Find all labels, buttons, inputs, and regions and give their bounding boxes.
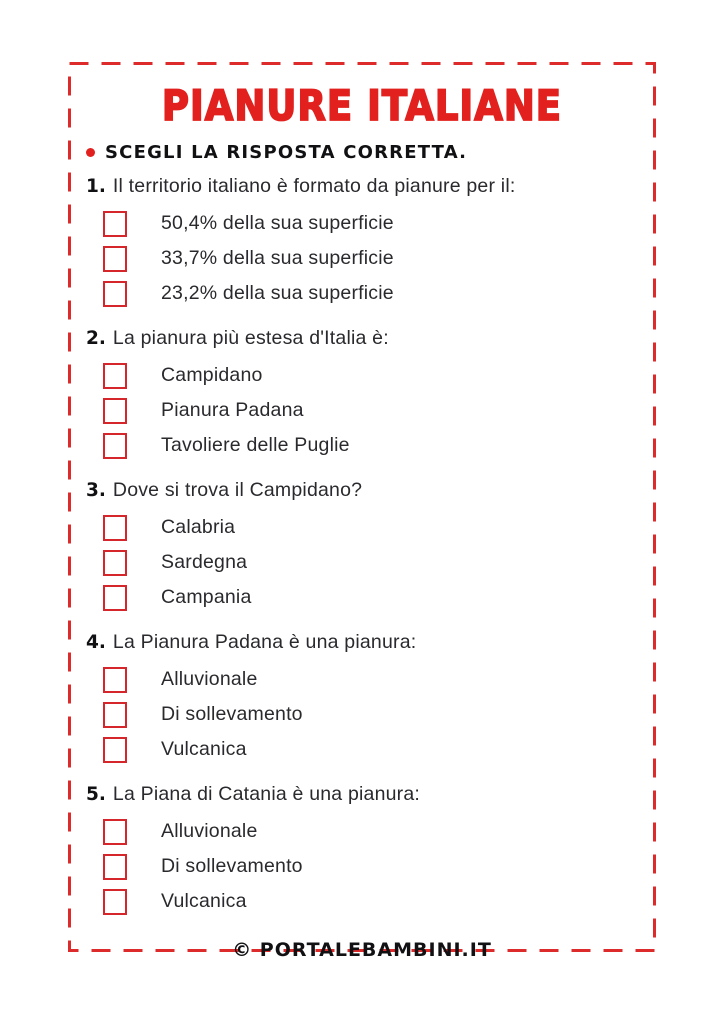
option-label: Pianura Padana bbox=[161, 399, 304, 421]
question-block bbox=[86, 631, 638, 771]
question-heading bbox=[86, 479, 638, 506]
options-list bbox=[86, 210, 638, 315]
question-heading bbox=[86, 783, 638, 810]
question-text: La Pianura Padana è una pianura: bbox=[112, 631, 417, 653]
option-row[interactable] bbox=[86, 701, 638, 728]
checkbox[interactable] bbox=[103, 667, 127, 693]
worksheet-content bbox=[68, 62, 656, 961]
instruction-text: SCEGLI LA RISPOSTA CORRETTA. bbox=[105, 142, 468, 163]
option-row[interactable] bbox=[86, 584, 638, 611]
option-label: Campidano bbox=[161, 364, 263, 386]
options-list bbox=[86, 818, 638, 923]
option-label: Campania bbox=[161, 586, 252, 608]
options-list bbox=[86, 666, 638, 771]
checkbox[interactable] bbox=[103, 702, 127, 728]
option-row[interactable] bbox=[86, 245, 638, 272]
page-title: PIANURE ITALIANE bbox=[161, 81, 563, 131]
checkbox[interactable] bbox=[103, 363, 127, 389]
option-row[interactable] bbox=[86, 818, 638, 845]
question-number: 1. bbox=[86, 176, 106, 197]
questions-list bbox=[86, 163, 638, 923]
question-block bbox=[86, 783, 638, 923]
checkbox[interactable] bbox=[103, 433, 127, 459]
checkbox[interactable] bbox=[103, 819, 127, 845]
option-label: Di sollevamento bbox=[161, 855, 303, 877]
option-row[interactable] bbox=[86, 514, 638, 541]
option-label: Di sollevamento bbox=[161, 703, 303, 725]
checkbox[interactable] bbox=[103, 737, 127, 763]
question-text: Il territorio italiano è formato da pianure per il: bbox=[112, 175, 516, 197]
option-row[interactable] bbox=[86, 210, 638, 237]
options-list bbox=[86, 362, 638, 467]
option-label: Tavoliere delle Puglie bbox=[161, 434, 350, 456]
option-label: 50,4% della sua superficie bbox=[161, 212, 394, 234]
question-heading bbox=[86, 631, 638, 658]
option-row[interactable] bbox=[86, 362, 638, 389]
option-label: Alluvionale bbox=[161, 820, 258, 842]
checkbox[interactable] bbox=[103, 211, 127, 237]
question-block bbox=[86, 479, 638, 619]
question-number: 4. bbox=[86, 632, 106, 653]
option-label: 23,2% della sua superficie bbox=[161, 282, 394, 304]
checkbox[interactable] bbox=[103, 515, 127, 541]
option-label: Alluvionale bbox=[161, 668, 258, 690]
option-row[interactable] bbox=[86, 432, 638, 459]
option-row[interactable] bbox=[86, 736, 638, 763]
checkbox[interactable] bbox=[103, 585, 127, 611]
question-block bbox=[86, 327, 638, 467]
checkbox[interactable] bbox=[103, 889, 127, 915]
question-number: 5. bbox=[86, 784, 106, 805]
checkbox[interactable] bbox=[103, 281, 127, 307]
question-heading bbox=[86, 327, 638, 354]
option-row[interactable] bbox=[86, 280, 638, 307]
option-label: Vulcanica bbox=[161, 890, 247, 912]
option-row[interactable] bbox=[86, 397, 638, 424]
checkbox[interactable] bbox=[103, 550, 127, 576]
question-block bbox=[86, 175, 638, 315]
question-text: La Piana di Catania è una pianura: bbox=[112, 783, 421, 805]
checkbox[interactable] bbox=[103, 854, 127, 880]
bullet-icon bbox=[86, 148, 95, 157]
checkbox[interactable] bbox=[103, 398, 127, 424]
option-label: Vulcanica bbox=[161, 738, 247, 760]
option-row[interactable] bbox=[86, 853, 638, 880]
question-heading bbox=[86, 175, 638, 202]
option-label: 33,7% della sua superficie bbox=[161, 247, 394, 269]
question-text: Dove si trova il Campidano? bbox=[112, 479, 363, 501]
options-list bbox=[86, 514, 638, 619]
checkbox[interactable] bbox=[103, 246, 127, 272]
option-label: Calabria bbox=[161, 516, 236, 538]
question-text: La pianura più estesa d'Italia è: bbox=[112, 327, 389, 349]
question-number: 2. bbox=[86, 328, 106, 349]
option-row[interactable] bbox=[86, 888, 638, 915]
instruction-row bbox=[86, 142, 638, 163]
option-row[interactable] bbox=[86, 666, 638, 693]
option-row[interactable] bbox=[86, 549, 638, 576]
footer-credit: © PORTALEBAMBINI.IT bbox=[232, 939, 492, 961]
question-number: 3. bbox=[86, 480, 106, 501]
option-label: Sardegna bbox=[161, 551, 248, 573]
